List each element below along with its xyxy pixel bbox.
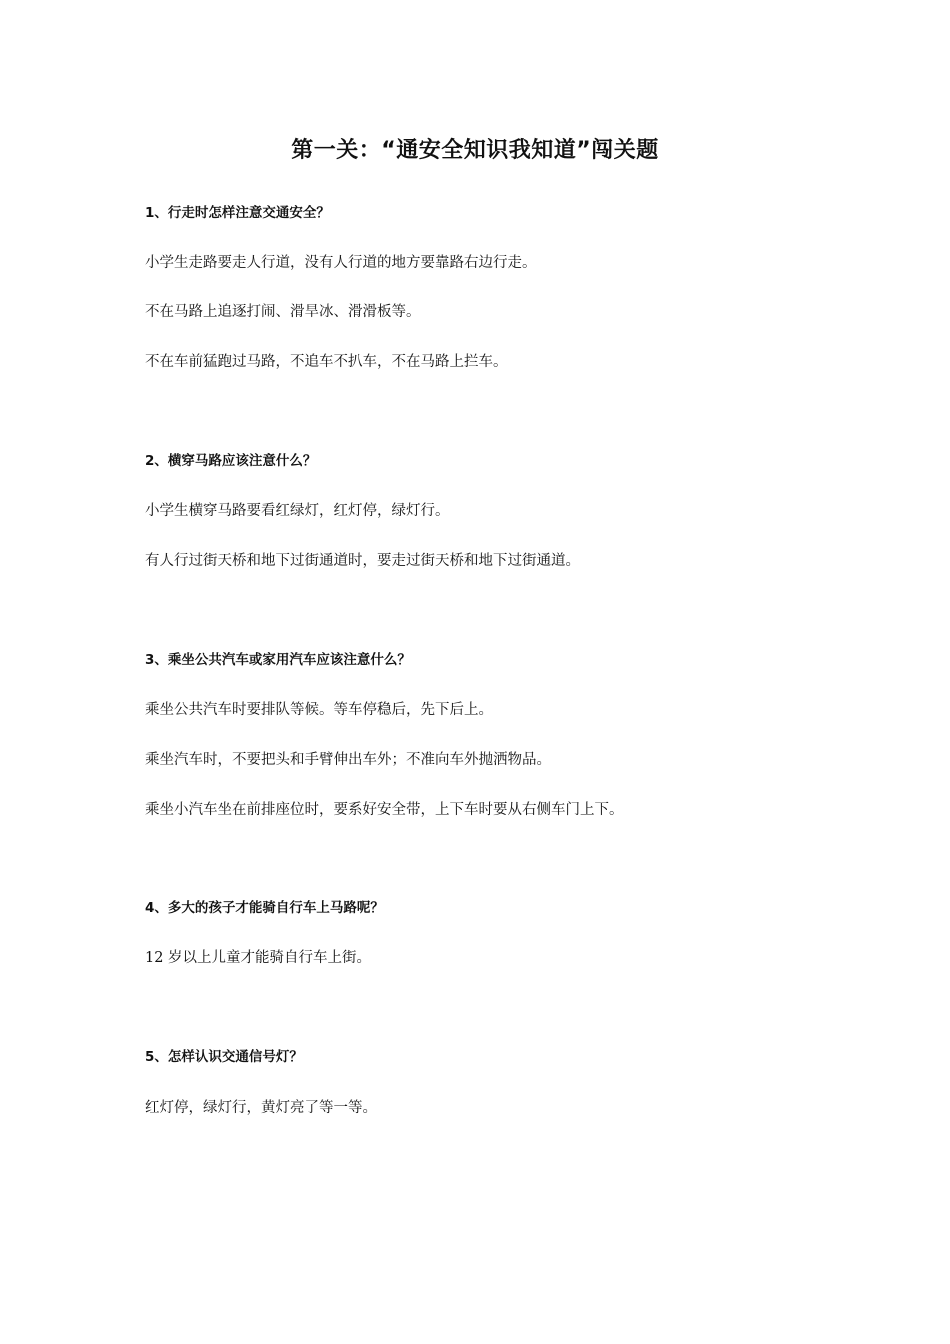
answer-4-line-1: 12 岁以上儿童才能骑自行车上街。: [145, 950, 372, 966]
answer-2-line-2: 有人行过街天桥和地下过街通道时，要走过街天桥和地下过街通道。: [145, 553, 580, 569]
answer-1-line-2: 不在马路上追逐打闹、滑旱冰、滑滑板等。: [145, 304, 421, 320]
answer-1-line-3: 不在车前猛跑过马路，不追车不扒车，不在马路上拦车。: [145, 354, 508, 370]
question-2-heading: 2、横穿马路应该注意什么？: [145, 453, 317, 469]
question-4-heading: 4、多大的孩子才能骑自行车上马路呢？: [145, 900, 384, 916]
question-1-heading: 1、行走时怎样注意交通安全？: [145, 205, 330, 221]
question-5-heading: 5、怎样认识交通信号灯？: [145, 1049, 303, 1065]
answer-5-line-1: 红灯停，绿灯行，黄灯亮了等一等。: [145, 1100, 377, 1116]
answer-3-line-2: 乘坐汽车时，不要把头和手臂伸出车外；不准向车外抛洒物品。: [145, 752, 551, 768]
question-3-heading: 3、乘坐公共汽车或家用汽车应该注意什么？: [145, 652, 411, 668]
answer-1-line-1: 小学生走路要走人行道，没有人行道的地方要靠路右边行走。: [145, 255, 537, 271]
answer-3-line-3: 乘坐小汽车坐在前排座位时，要系好安全带，上下车时要从右侧车门上下。: [145, 802, 624, 818]
answer-2-line-1: 小学生横穿马路要看红绿灯，红灯停，绿灯行。: [145, 503, 450, 519]
answer-3-line-1: 乘坐公共汽车时要排队等候。等车停稳后，先下后上。: [145, 702, 493, 718]
page-title: 第一关：“通安全知识我知道”闯关题: [291, 138, 659, 163]
